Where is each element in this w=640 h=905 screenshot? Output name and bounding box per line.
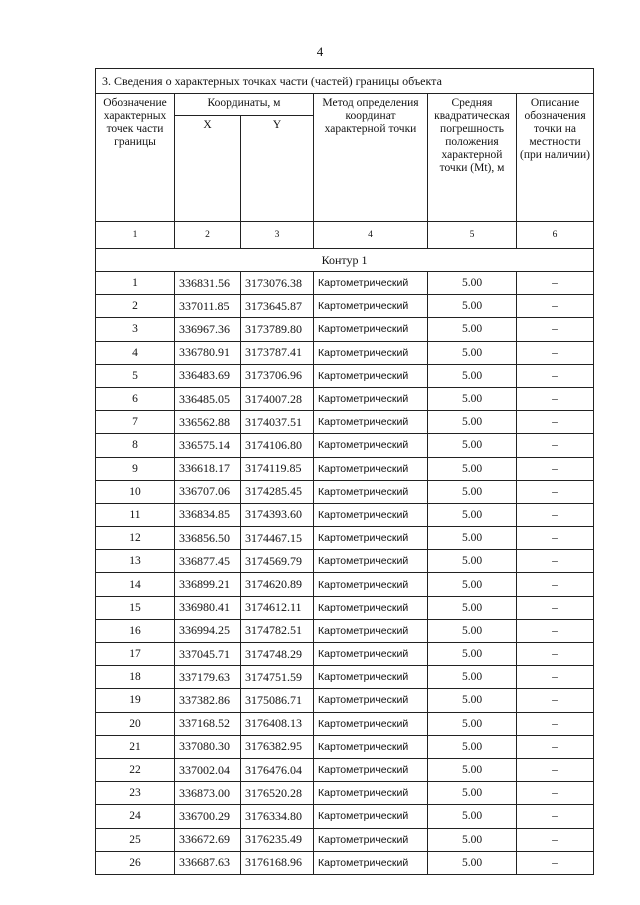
description: –: [517, 411, 594, 434]
accuracy-mt: 5.00: [428, 387, 517, 410]
point-number: 6: [96, 387, 175, 410]
description: –: [517, 573, 594, 596]
coord-x: 337011.85: [175, 295, 241, 318]
header-accuracy: Средняя квадратическая погрешность положения характерной точки (Mt), м: [428, 94, 517, 222]
coord-x: 337080.30: [175, 735, 241, 758]
description: –: [517, 782, 594, 805]
column-number: 1: [96, 222, 175, 249]
column-number: 6: [517, 222, 594, 249]
accuracy-mt: 5.00: [428, 272, 517, 295]
accuracy-mt: 5.00: [428, 735, 517, 758]
accuracy-mt: 5.00: [428, 527, 517, 550]
accuracy-mt: 5.00: [428, 573, 517, 596]
method: Картометрический: [314, 272, 428, 295]
method: Картометрический: [314, 457, 428, 480]
column-number: 3: [241, 222, 314, 249]
method: Картометрический: [314, 712, 428, 735]
description: –: [517, 550, 594, 573]
description: –: [517, 805, 594, 828]
method: Картометрический: [314, 596, 428, 619]
description: –: [517, 387, 594, 410]
description: –: [517, 735, 594, 758]
accuracy-mt: 5.00: [428, 666, 517, 689]
coord-x: 336707.06: [175, 480, 241, 503]
accuracy-mt: 5.00: [428, 805, 517, 828]
description: –: [517, 503, 594, 526]
method: Картометрический: [314, 805, 428, 828]
accuracy-mt: 5.00: [428, 411, 517, 434]
accuracy-mt: 5.00: [428, 480, 517, 503]
method: Картометрический: [314, 782, 428, 805]
description: –: [517, 596, 594, 619]
description: –: [517, 295, 594, 318]
coord-y: 3176235.49: [241, 828, 314, 851]
coord-x: 336994.25: [175, 619, 241, 642]
coord-y: 3176476.04: [241, 758, 314, 781]
description: –: [517, 689, 594, 712]
table-row: [96, 341, 594, 364]
header-x: X: [175, 116, 241, 222]
table-row: [96, 666, 594, 689]
coord-y: 3173645.87: [241, 295, 314, 318]
point-number: 15: [96, 596, 175, 619]
description: –: [517, 666, 594, 689]
points-table: [95, 68, 594, 875]
column-number: 4: [314, 222, 428, 249]
table-row: [96, 503, 594, 526]
method: Картометрический: [314, 480, 428, 503]
description: –: [517, 828, 594, 851]
method: Картометрический: [314, 387, 428, 410]
description: –: [517, 457, 594, 480]
accuracy-mt: 5.00: [428, 643, 517, 666]
column-number: 2: [175, 222, 241, 249]
point-number: 3: [96, 318, 175, 341]
table-row: [96, 434, 594, 457]
coord-y: 3174748.29: [241, 643, 314, 666]
coord-x: 336831.56: [175, 272, 241, 295]
table-row: [96, 318, 594, 341]
table-row: [96, 527, 594, 550]
point-number: 14: [96, 573, 175, 596]
method: Картометрический: [314, 318, 428, 341]
accuracy-mt: 5.00: [428, 689, 517, 712]
point-number: 11: [96, 503, 175, 526]
table-row: [96, 480, 594, 503]
section-title: 3. Сведения о характерных точках части (частей) границы объекта: [96, 69, 594, 94]
point-number: 16: [96, 619, 175, 642]
description: –: [517, 619, 594, 642]
coord-y: 3173789.80: [241, 318, 314, 341]
point-number: 22: [96, 758, 175, 781]
table-row: [96, 828, 594, 851]
point-number: 23: [96, 782, 175, 805]
description: –: [517, 527, 594, 550]
coord-y: 3176334.80: [241, 805, 314, 828]
description: –: [517, 643, 594, 666]
method: Картометрический: [314, 434, 428, 457]
accuracy-mt: 5.00: [428, 758, 517, 781]
header-method: Метод определения координат характерной точки: [314, 94, 428, 222]
table-row: [96, 851, 594, 874]
coord-x: 336967.36: [175, 318, 241, 341]
coord-y: 3176408.13: [241, 712, 314, 735]
coord-y: 3174106.80: [241, 434, 314, 457]
description: –: [517, 712, 594, 735]
accuracy-mt: 5.00: [428, 341, 517, 364]
table-row: [96, 364, 594, 387]
description: –: [517, 318, 594, 341]
column-number: 5: [428, 222, 517, 249]
method: Картометрический: [314, 643, 428, 666]
coord-x: 336856.50: [175, 527, 241, 550]
point-number: 8: [96, 434, 175, 457]
coord-x: 336485.05: [175, 387, 241, 410]
accuracy-mt: 5.00: [428, 434, 517, 457]
point-number: 7: [96, 411, 175, 434]
contour-label: Контур 1: [96, 249, 594, 272]
point-number: 13: [96, 550, 175, 573]
method: Картометрический: [314, 550, 428, 573]
point-number: 26: [96, 851, 175, 874]
point-number: 9: [96, 457, 175, 480]
coord-x: 336575.14: [175, 434, 241, 457]
accuracy-mt: 5.00: [428, 851, 517, 874]
coord-x: 337045.71: [175, 643, 241, 666]
point-number: 10: [96, 480, 175, 503]
accuracy-mt: 5.00: [428, 782, 517, 805]
point-number: 24: [96, 805, 175, 828]
coord-y: 3173787.41: [241, 341, 314, 364]
method: Картометрический: [314, 619, 428, 642]
accuracy-mt: 5.00: [428, 619, 517, 642]
point-number: 21: [96, 735, 175, 758]
coord-x: 336834.85: [175, 503, 241, 526]
method: Картометрический: [314, 689, 428, 712]
method: Картометрический: [314, 758, 428, 781]
method: Картометрический: [314, 666, 428, 689]
point-number: 18: [96, 666, 175, 689]
description: –: [517, 758, 594, 781]
method: Картометрический: [314, 295, 428, 318]
table-row: [96, 619, 594, 642]
accuracy-mt: 5.00: [428, 364, 517, 387]
accuracy-mt: 5.00: [428, 712, 517, 735]
accuracy-mt: 5.00: [428, 295, 517, 318]
accuracy-mt: 5.00: [428, 828, 517, 851]
coord-y: 3174782.51: [241, 619, 314, 642]
coord-x: 336877.45: [175, 550, 241, 573]
coord-x: 337179.63: [175, 666, 241, 689]
coord-y: 3174569.79: [241, 550, 314, 573]
coord-x: 337168.52: [175, 712, 241, 735]
coord-x: 336687.63: [175, 851, 241, 874]
header-coordinates: Координаты, м: [175, 94, 314, 116]
table-row: [96, 735, 594, 758]
table-row: [96, 295, 594, 318]
method: Картометрический: [314, 851, 428, 874]
points-rows: [96, 272, 594, 875]
coord-y: 3174620.89: [241, 573, 314, 596]
point-number: 17: [96, 643, 175, 666]
header-description: Описание обозначения точки на местности (при наличии): [517, 94, 594, 222]
point-number: 20: [96, 712, 175, 735]
coord-x: 336899.21: [175, 573, 241, 596]
method: Картометрический: [314, 341, 428, 364]
coord-y: 3175086.71: [241, 689, 314, 712]
coord-x: 336562.88: [175, 411, 241, 434]
accuracy-mt: 5.00: [428, 596, 517, 619]
table-row: [96, 712, 594, 735]
header-y: Y: [241, 116, 314, 222]
coord-x: 336980.41: [175, 596, 241, 619]
point-number: 2: [96, 295, 175, 318]
description: –: [517, 480, 594, 503]
table-row: [96, 272, 594, 295]
table-row: [96, 411, 594, 434]
coord-y: 3174285.45: [241, 480, 314, 503]
method: Картометрический: [314, 735, 428, 758]
coord-y: 3176168.96: [241, 851, 314, 874]
coord-y: 3174393.60: [241, 503, 314, 526]
accuracy-mt: 5.00: [428, 503, 517, 526]
page-number: 4: [316, 44, 324, 59]
coord-x: 336873.00: [175, 782, 241, 805]
point-number: 12: [96, 527, 175, 550]
table-row: [96, 782, 594, 805]
coord-y: 3174119.85: [241, 457, 314, 480]
description: –: [517, 364, 594, 387]
point-number: 1: [96, 272, 175, 295]
point-number: 4: [96, 341, 175, 364]
coord-x: 336483.69: [175, 364, 241, 387]
coord-y: 3176382.95: [241, 735, 314, 758]
coord-y: 3173076.38: [241, 272, 314, 295]
coord-y: 3174007.28: [241, 387, 314, 410]
table-row: [96, 457, 594, 480]
table-row: [96, 805, 594, 828]
coord-x: 337382.86: [175, 689, 241, 712]
table-row: [96, 550, 594, 573]
method: Картометрический: [314, 411, 428, 434]
table-row: [96, 596, 594, 619]
point-number: 25: [96, 828, 175, 851]
coord-y: 3173706.96: [241, 364, 314, 387]
method: Картометрический: [314, 503, 428, 526]
description: –: [517, 272, 594, 295]
coord-y: 3174467.15: [241, 527, 314, 550]
accuracy-mt: 5.00: [428, 550, 517, 573]
coord-x: 336780.91: [175, 341, 241, 364]
table-row: [96, 387, 594, 410]
coord-x: 336672.69: [175, 828, 241, 851]
description: –: [517, 434, 594, 457]
description: –: [517, 851, 594, 874]
header-point-designation: Обозначение характерных точек части границы: [96, 94, 175, 222]
table-row: [96, 573, 594, 596]
coord-x: 337002.04: [175, 758, 241, 781]
method: Картометрический: [314, 527, 428, 550]
coord-y: 3176520.28: [241, 782, 314, 805]
point-number: 5: [96, 364, 175, 387]
table-row: [96, 758, 594, 781]
coord-y: 3174037.51: [241, 411, 314, 434]
coord-x: 336700.29: [175, 805, 241, 828]
table-row: [96, 643, 594, 666]
point-number: 19: [96, 689, 175, 712]
method: Картометрический: [314, 364, 428, 387]
accuracy-mt: 5.00: [428, 457, 517, 480]
accuracy-mt: 5.00: [428, 318, 517, 341]
coord-x: 336618.17: [175, 457, 241, 480]
description: –: [517, 341, 594, 364]
coord-y: 3174612.11: [241, 596, 314, 619]
method: Картометрический: [314, 573, 428, 596]
table-row: [96, 689, 594, 712]
method: Картометрический: [314, 828, 428, 851]
coord-y: 3174751.59: [241, 666, 314, 689]
